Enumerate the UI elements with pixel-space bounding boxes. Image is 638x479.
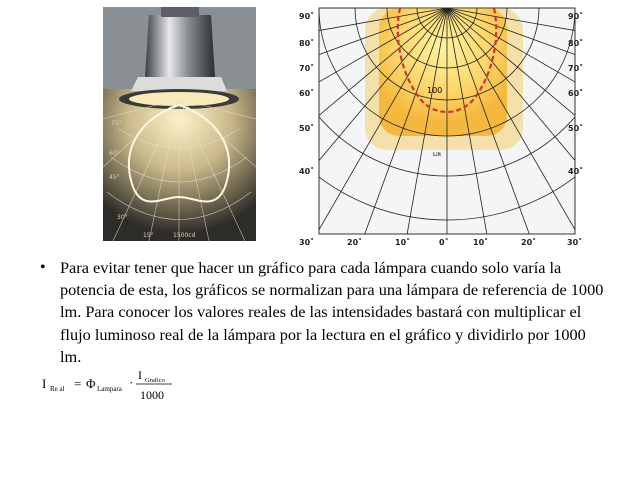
bullet-marker: • [40,259,46,276]
bottom-label-30-right: 30˚ [567,238,583,247]
polar-unit-label: Lilt [433,152,442,158]
formula-phi-sub: Lampara [97,385,122,393]
left-label-40: 40˚ [299,167,315,176]
formula-i-real: I [42,376,47,391]
left-label-70: 70˚ [299,64,315,73]
polar-inner-label: 100 [427,86,443,95]
bottom-label-20-left: 20˚ [347,238,363,247]
photo-angle-15: 15° [143,232,154,239]
formula-denominator: 1000 [140,388,164,402]
photo-angle-75: 75° [111,120,122,127]
right-label-70: 70˚ [568,64,584,73]
left-label-60: 60˚ [299,89,315,98]
polar-intensity-diagram [297,0,597,250]
left-label-50: 50˚ [299,124,315,133]
bottom-label-0: 0˚ [439,238,449,247]
photo-angle-60: 60° [109,150,120,157]
bullet-paragraph: Para evitar tener que hacer un gráfico para cada lámpara cuando solo varía la potencia de esta, los gráficos se normalizan para una lámpara de referencia de 1000 lm. Para conocer los valores reales de las intensidades bastará con multiplicar el flujo luminoso real de la lámpara por la lectura en el gráfico y dividirlo por 1000 lm. [60,258,604,366]
right-label-50: 50˚ [568,124,584,133]
bottom-label-30-left: 30˚ [299,238,315,247]
bottom-label-10-right: 10˚ [473,238,489,247]
lamp-photo [103,7,256,241]
formula-num-i: I [138,368,142,382]
formula-equals: = [74,376,82,391]
formula-phi: Φ [86,376,96,391]
right-label-90: 90˚ [568,12,584,21]
formula-num-sub: Grafico [145,377,165,384]
photo-scale-label: 1500cd [173,232,196,239]
intensity-formula [40,366,200,406]
left-label-90: 90˚ [299,12,315,21]
photo-angle-30: 30° [117,214,128,221]
bottom-label-20-right: 20˚ [521,238,537,247]
bottom-label-10-left: 10˚ [395,238,411,247]
formula-i-real-sub: Re al [50,385,65,393]
photo-angle-45: 45° [109,174,120,181]
right-label-60: 60˚ [568,89,584,98]
right-label-80: 80˚ [568,39,584,48]
formula-dot: · [129,375,134,390]
right-label-40: 40˚ [568,167,584,176]
left-label-80: 80˚ [299,39,315,48]
